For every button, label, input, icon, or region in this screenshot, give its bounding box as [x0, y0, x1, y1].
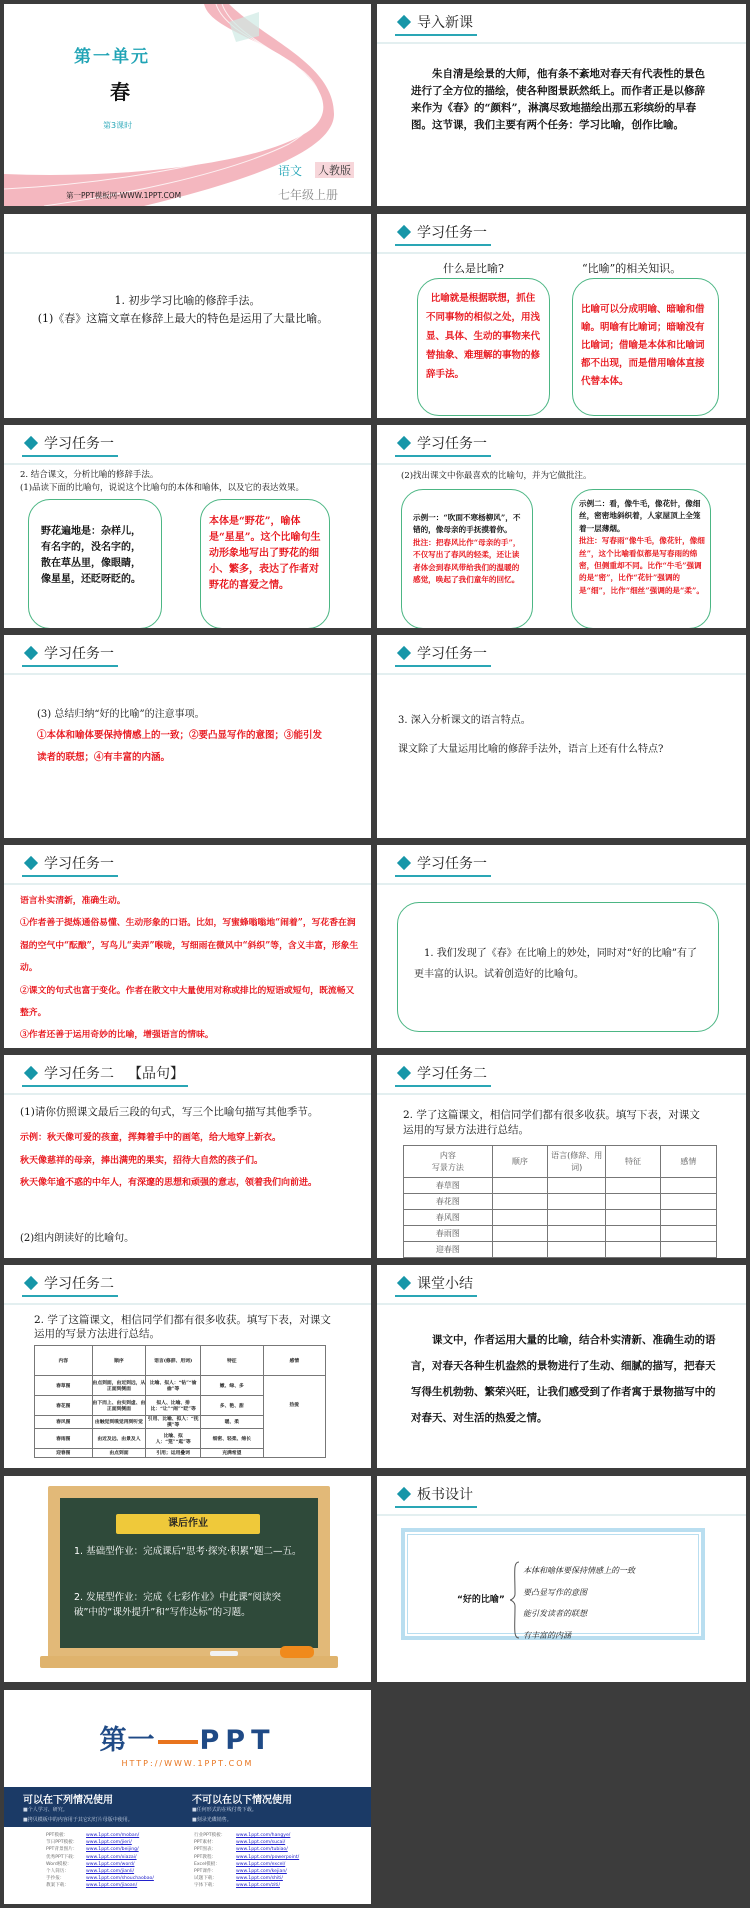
- cell: 由近及远、由景及人: [92, 1429, 146, 1449]
- cell: 比喻、拟人：“笼”“逛”等: [146, 1429, 201, 1449]
- link[interactable]: www.1ppt.com/tubiao/: [236, 1847, 288, 1853]
- diamond-icon: [397, 856, 411, 870]
- link[interactable]: www.1ppt.com/kejian/: [236, 1869, 287, 1875]
- slide-task1-analyze[interactable]: [4, 425, 371, 628]
- links-right: [194, 1832, 299, 1890]
- header-divider: [4, 463, 371, 465]
- table-row: [404, 1226, 717, 1242]
- blank-cell[interactable]: [660, 1242, 716, 1258]
- homework-item-2: 2. 发展型作业：完成《七彩作业》中此课“阅读突破”中的“课外提升”和“写作达标”的习题。: [74, 1592, 282, 1618]
- goal-line-1: 1. 初步学习比喻的修辞手法。: [114, 294, 261, 307]
- board-point: 要凸显写作的意图: [523, 1587, 587, 1597]
- question-what: 什么是比喻?: [443, 262, 504, 275]
- cell: 由下而上、由实到虚、由正面到侧面: [92, 1396, 146, 1416]
- feature-line: ①作者善于提炼通俗易懂、生动形象的口语。比如，写蜜蜂嗡嗡地“闹着”，写花香在润湿的空气中“酝酿”，写鸟儿“卖弄”喉咙，写细雨在微风中“斜织”等，含义丰富，形象生动。: [20, 918, 359, 974]
- column-header: 感情: [660, 1146, 716, 1178]
- header-text: 板书设计: [417, 1487, 473, 1503]
- blank-cell[interactable]: [548, 1178, 606, 1194]
- summary-table-blank: [403, 1145, 717, 1258]
- diamond-icon: [397, 15, 411, 29]
- link[interactable]: www.1ppt.com/beijing/: [86, 1847, 139, 1853]
- cell: 拟人、比喻、排比：“让”“闹”“眨”等: [146, 1396, 201, 1416]
- cell: 春雨图: [35, 1429, 93, 1449]
- header-divider: [377, 1093, 746, 1095]
- cell: 引用；运用叠词: [146, 1449, 201, 1458]
- header-cell: [404, 1146, 493, 1178]
- head-bottom: 写景方法: [431, 1162, 464, 1172]
- diamond-icon: [24, 1276, 38, 1290]
- subject-label: 语文: [278, 164, 303, 178]
- diamond-icon: [24, 856, 38, 870]
- logo-cn: 第一: [99, 1725, 156, 1756]
- sentence-text: 野花遍地是：杂样儿，有名字的，没名字的，散在草丛里，像眼睛，像星星，还眨呀眨的。: [41, 526, 141, 585]
- blank-cell[interactable]: [606, 1178, 660, 1194]
- diamond-icon: [397, 1276, 411, 1290]
- task2-line-2: (2)组内朗读好的比喻句。: [20, 1233, 135, 1244]
- blank-cell[interactable]: [492, 1242, 547, 1258]
- link-label: PPT素材：: [194, 1840, 217, 1846]
- table-intro: 2. 学了这篇课文，相信同学们都有很多收获。填写下表，对课文运用的写景方法进行总结。: [403, 1109, 700, 1136]
- column-header: 感情: [263, 1346, 325, 1376]
- link-row: [46, 1868, 154, 1875]
- slide-header: [395, 1271, 477, 1297]
- link[interactable]: www.1ppt.com/hangye/: [236, 1833, 291, 1838]
- link-label: 节日PPT模板：: [46, 1840, 78, 1846]
- column-header: 语言(修辞、用词): [548, 1146, 606, 1178]
- header-divider: [4, 883, 371, 885]
- cell: 由点到面: [92, 1449, 146, 1458]
- header-divider: [4, 1093, 371, 1095]
- link[interactable]: www.1ppt.com/sucai/: [236, 1840, 286, 1846]
- cannot-title: 不可以在以下情况使用: [192, 1795, 292, 1806]
- link-row: [46, 1846, 154, 1853]
- cell: 由触觉到嗅觉再到听觉: [92, 1416, 146, 1429]
- example1-note: 批注：把春风比作“母亲的手”，不仅写出了春风的轻柔，还让读者体会到春风带给我们的温暖的感觉，唤起了我们童年的回忆。: [413, 537, 521, 585]
- cell: 嫩、绿、多: [201, 1376, 264, 1396]
- goal-line-2: (1)《春》这篇文章在修辞上最大的特色是运用了大量比喻。: [37, 312, 329, 325]
- blank-cell[interactable]: [548, 1242, 606, 1258]
- link[interactable]: www.1ppt.com/shiti/: [236, 1876, 283, 1882]
- link[interactable]: www.1ppt.com/word/: [86, 1861, 135, 1867]
- column-header: 内容: [35, 1346, 93, 1376]
- diamond-icon: [397, 646, 411, 660]
- slide-header: [22, 431, 118, 457]
- intro-paragraph: 朱自清是绘景的大师，他有条不紊地对春天有代表性的景色进行了全方位的描绘，使各种图景跃然纸上。而作者正是以修辞来作为《春》的“颜料”，淋漓尽致地描绘出那五彩缤纷的早春图。这节课，我们主要有两个任务：学习比喻，创作比喻。: [411, 68, 705, 131]
- link-label: 手抄报：: [46, 1876, 65, 1882]
- header-text: 学习任务一: [417, 856, 487, 872]
- header-divider: [377, 1303, 746, 1305]
- header-text: 学习任务一: [44, 856, 114, 872]
- blank-cell[interactable]: [492, 1210, 547, 1226]
- blank-cell[interactable]: [548, 1194, 606, 1210]
- header-text: 学习任务一: [417, 436, 487, 452]
- table-row: [404, 1194, 717, 1210]
- link[interactable]: www.1ppt.com/xiazai/: [86, 1854, 137, 1860]
- slide-header: [22, 1061, 188, 1087]
- summary-question: (3) 总结归纳“好的比喻”的注意事项。: [37, 709, 205, 720]
- row-label: 迎春图: [404, 1242, 493, 1258]
- header-text: 学习任务一: [417, 225, 487, 241]
- diamond-icon: [24, 646, 38, 660]
- emotion-cell: 热爱: [263, 1376, 325, 1458]
- link-row: [194, 1839, 299, 1846]
- link[interactable]: www.1ppt.com/ziti/: [236, 1883, 280, 1889]
- diamond-icon: [397, 436, 411, 450]
- link-label: PPT课件：: [194, 1869, 217, 1875]
- example-sentences: [20, 1127, 360, 1195]
- grade-label: 七年级上册: [278, 188, 339, 202]
- slide-task2-table-blank[interactable]: [377, 1055, 746, 1258]
- create-text: 1. 我们发现了《春》在比喻上的妙处，同时对“好的比喻”有了更丰富的认识。试着创造好的比喻句。: [414, 948, 697, 980]
- can-item: ■拷贝模板中的内容用于其它幻灯片母版中使用。: [23, 1817, 133, 1823]
- link-label: 字体下载：: [194, 1883, 217, 1889]
- blank-cell[interactable]: [606, 1226, 660, 1242]
- cell: 多、艳、甜: [201, 1396, 264, 1416]
- link-row: [46, 1875, 154, 1882]
- column-header: 顺序: [92, 1346, 146, 1376]
- cell: 细密、轻柔、绵长: [201, 1429, 264, 1449]
- blank-cell[interactable]: [606, 1194, 660, 1210]
- feature-line: 语言朴实清新，准确生动。: [20, 896, 126, 906]
- link-row: [194, 1861, 299, 1868]
- diamond-icon: [24, 436, 38, 450]
- link-row: [194, 1832, 299, 1839]
- slide-board-design[interactable]: [377, 1476, 746, 1682]
- column-header: 特征: [201, 1346, 264, 1376]
- features-list: [20, 890, 362, 1047]
- table-row: [35, 1376, 326, 1396]
- logo-en: PPT: [199, 1725, 276, 1756]
- blank-cell[interactable]: [492, 1226, 547, 1242]
- head-top: 内容: [439, 1150, 456, 1160]
- diamond-icon: [24, 1066, 38, 1080]
- link[interactable]: www.1ppt.com/powerpoint/: [236, 1854, 300, 1860]
- usage-banner: [4, 1787, 371, 1827]
- link-label: 教案下载：: [46, 1883, 69, 1889]
- header-divider: [4, 1303, 371, 1305]
- blank-cell[interactable]: [660, 1194, 716, 1210]
- slide-header: [22, 641, 118, 667]
- link[interactable]: www.1ppt.com/jieri/: [86, 1840, 132, 1846]
- header-text: 导入新课: [417, 15, 473, 31]
- example2-content: [579, 498, 707, 597]
- header-divider: [377, 1514, 746, 1516]
- brand-logo: [4, 1718, 371, 1757]
- link-row: [46, 1854, 154, 1861]
- header-text: 课堂小结: [417, 1276, 473, 1292]
- link-label: PPT图表：: [194, 1847, 217, 1853]
- slide-header: [22, 1271, 118, 1297]
- slide-header: [395, 641, 491, 667]
- link-row: [194, 1868, 299, 1875]
- header-divider: [4, 252, 371, 254]
- link-row: [46, 1882, 154, 1889]
- row-label: 春风图: [404, 1210, 493, 1226]
- board-points: [523, 1560, 635, 1646]
- header-text: 学习任务二: [417, 1066, 487, 1082]
- header-divider: [377, 673, 746, 675]
- link-row: [194, 1875, 299, 1882]
- table-intro: 2. 学了这篇课文，相信同学们都有很多收获。填写下表，对课文运用的写景方法进行总结。: [34, 1314, 331, 1340]
- header-divider: [4, 673, 371, 675]
- diamond-icon: [397, 1066, 411, 1080]
- slide-task2-sentences[interactable]: [4, 1055, 371, 1258]
- link-row: [194, 1854, 299, 1861]
- slide-header: [395, 1061, 491, 1087]
- slide-header: [395, 220, 491, 246]
- slide-header: [395, 1482, 477, 1508]
- link-row: [46, 1839, 154, 1846]
- slide-task1-summary[interactable]: [4, 635, 371, 838]
- column-header: 顺序: [492, 1146, 547, 1178]
- chalk-icon: [210, 1651, 238, 1656]
- diamond-icon: [397, 225, 411, 239]
- cell: 春花图: [35, 1396, 93, 1416]
- slide-task1-language[interactable]: [377, 635, 746, 838]
- can-title: 可以在下列情况使用: [23, 1795, 113, 1806]
- row-label: 春花图: [404, 1194, 493, 1210]
- table-row: [404, 1210, 717, 1226]
- link-row: [194, 1882, 299, 1889]
- task-line-1: 2. 结合课文，分析比喻的修辞手法。: [20, 470, 159, 480]
- header-divider: [377, 883, 746, 885]
- logo-dash: [158, 1740, 198, 1744]
- slide-title[interactable]: [4, 4, 371, 206]
- link[interactable]: www.1ppt.com/jiaoan/: [86, 1883, 138, 1889]
- slide-homework[interactable]: [4, 1476, 371, 1682]
- create-bubble: [397, 902, 719, 1032]
- board-point: 本体和喻体要保持情感上的一致: [523, 1566, 635, 1575]
- link[interactable]: www.1ppt.com/shouchaobao/: [86, 1876, 154, 1882]
- blank-cell[interactable]: [660, 1226, 716, 1242]
- link-row: [194, 1846, 299, 1853]
- example1-content: [413, 512, 525, 586]
- lesson-period: 第3课时: [103, 121, 133, 130]
- link-label: PPT背景图片：: [46, 1847, 78, 1853]
- column-header: 语言(修辞、用词): [146, 1346, 201, 1376]
- board-center: “好的比喻”: [457, 1595, 505, 1605]
- site-label: 第一PPT模板网-WWW.1PPT.COM: [66, 191, 182, 200]
- link[interactable]: www.1ppt.com/moban/: [86, 1833, 140, 1838]
- link-label: 个人简历：: [46, 1869, 69, 1875]
- slide-task1-features[interactable]: [4, 845, 371, 1048]
- blank-cell[interactable]: [492, 1178, 547, 1194]
- example-line: 秋天像慈祥的母亲，捧出满兜的果实，招待大自然的孩子们。: [20, 1155, 264, 1166]
- board-point: 有丰富的内涵: [523, 1630, 571, 1640]
- cell: 由点到面，由近到远，从正面到侧面: [92, 1376, 146, 1396]
- summary-table-filled: [34, 1345, 326, 1458]
- diamond-icon: [397, 1487, 411, 1501]
- slide-ad[interactable]: [4, 1690, 371, 1904]
- blank-cell[interactable]: [606, 1210, 660, 1226]
- cell: 春风图: [35, 1416, 93, 1429]
- link-label: 优秀PPT下载：: [46, 1854, 78, 1860]
- link-label: 试题下载：: [194, 1876, 217, 1882]
- link-row: [46, 1832, 154, 1839]
- sentence-bubble: [28, 499, 162, 628]
- language-task: 3. 深入分析课文的语言特点。: [398, 715, 531, 726]
- question-knowledge: “比喻”的相关知识。: [582, 262, 682, 275]
- cell: 比喻、拟人：“钻”“偷偷”等: [146, 1376, 201, 1396]
- link[interactable]: www.1ppt.com/jianli/: [86, 1869, 135, 1875]
- blank-cell[interactable]: [492, 1194, 547, 1210]
- feature-line: ③作者还善于运用奇妙的比喻，增强语言的情味。: [20, 1030, 214, 1041]
- language-question: 课文除了大量运用比喻的修辞手法外，语言上还有什么特点?: [398, 744, 664, 755]
- table-row: [404, 1178, 717, 1194]
- link-label: PPT教程：: [194, 1854, 217, 1860]
- task-line: (2)找出课文中你最喜欢的比喻句，并为它做批注。: [401, 471, 592, 481]
- blank-cell[interactable]: [548, 1210, 606, 1226]
- header-text: 学习任务一: [44, 436, 114, 452]
- homework-title-bar: [116, 1514, 260, 1534]
- edition-badge: 人教版: [315, 162, 354, 178]
- analysis-text: 本体是“野花”，喻体是“星星”。这个比喻句生动形象地写出了野花的细小、繁多，表达了作者对野花的喜爱之情。: [209, 516, 321, 591]
- header-text: 学习任务二: [44, 1066, 114, 1082]
- cell: 暖、柔: [201, 1416, 264, 1429]
- summary-paragraph: 课文中，作者运用大量的比喻，结合朴实清新、准确生动的语言，对春天各种生机盎然的景物进行了生动、细腻的描写，把春天写得生机勃勃、繁荣兴旺，让我们感受到了作者寓于景物描写中的对春天、对生活的热爱之情。: [411, 1334, 716, 1424]
- cell: 春草图: [35, 1376, 93, 1396]
- example-line: 秋天像年逾不惑的中年人，有深邃的思想和顽强的意志，领着我们向前进。: [20, 1178, 318, 1188]
- header-divider: [377, 463, 746, 465]
- knowledge-text: 比喻可以分成明喻、暗喻和借喻。明喻有比喻词；暗喻没有比喻词；借喻是本体和比喻词都不出现，而是借用喻体直接代替本体。: [581, 304, 705, 387]
- links-left: [46, 1832, 154, 1890]
- header-text: 学习任务二: [44, 1276, 114, 1292]
- header-tag: 【品句】: [128, 1066, 184, 1082]
- cannot-item: ■任何形式的在线付费下载。: [192, 1807, 257, 1813]
- slide-header: [395, 431, 491, 457]
- eraser-icon: [280, 1646, 314, 1658]
- slide-task2-table-filled[interactable]: [4, 1265, 371, 1468]
- brand-url: HTTP://WWW.1PPT.COM: [121, 1759, 254, 1768]
- table-row: [404, 1242, 717, 1258]
- example2-note: 批注：写春雨“像牛毛，像花针，像细丝”，这个比喻看似都是写春雨的绵密，但侧重却不同。比作“牛毛”强调的是“密”，比作“花针”强调的是“细”，比作“细丝”强调的是“柔”。: [579, 536, 705, 595]
- brace-icon: [509, 1560, 521, 1640]
- knowledge-bubble: [572, 278, 719, 416]
- slide-intro[interactable]: [377, 4, 746, 206]
- slide-task1-metaphor[interactable]: [377, 214, 746, 418]
- task-line-2: (1)品读下面的比喻句，说说这个比喻句的本体和喻体，以及它的表达效果。: [20, 483, 305, 493]
- slide-header: [395, 10, 477, 36]
- example1-bubble: [401, 489, 533, 628]
- slide-header: [395, 851, 491, 877]
- cannot-item: ■刻录光碟销售。: [192, 1817, 232, 1823]
- example2-bubble: [571, 489, 711, 628]
- cell: 迎春图: [35, 1449, 93, 1458]
- unit-label: 第一单元: [74, 47, 150, 67]
- summary-answer: ①本体和喻体要保持情感上的一致；②要凸显写作的意图；③能引发读者的联想；④有丰富的内涵。: [37, 730, 323, 763]
- definition-bubble: [417, 278, 550, 416]
- slide-class-summary[interactable]: [377, 1265, 746, 1468]
- task2-line-1: (1)请你仿照课文最后三段的句式，写三个比喻句描写其他季节。: [20, 1106, 319, 1118]
- link[interactable]: www.1ppt.com/excel/: [236, 1861, 286, 1867]
- header-divider: [377, 42, 746, 44]
- slide-header: [22, 851, 118, 877]
- slide-task1-create[interactable]: [377, 845, 746, 1048]
- homework-title: 课后作业: [168, 1518, 208, 1529]
- cell: 充满希望: [201, 1449, 264, 1458]
- slide-task1-annotate[interactable]: [377, 425, 746, 628]
- link-label: Excel模板：: [194, 1861, 220, 1867]
- header-divider: [377, 252, 746, 254]
- board-point: 能引发读者的联想: [523, 1609, 587, 1618]
- example-line: 示例：秋天像可爱的孩童，挥舞着手中的画笔，给大地穿上新衣。: [20, 1133, 282, 1143]
- blank-cell[interactable]: [548, 1226, 606, 1242]
- link-label: Word模板：: [46, 1861, 72, 1867]
- example1-text: 示例一：“吹面不寒杨柳风”，不错的，像母亲的手抚摸着你。: [413, 513, 521, 535]
- example2-text: 示例二：看，像牛毛，像花针，像细丝，密密地斜织着，人家屋顶上全笼着一层薄烟。: [579, 499, 701, 533]
- definition-text: 比喻就是根据联想，抓住不同事物的相似之处，用浅显、具体、生动的事物来代替抽象、难理解的事物的修辞手法。: [426, 293, 541, 380]
- link-label: PPT模板：: [46, 1833, 69, 1838]
- feature-line: ②课文的句式也富于变化。作者在散文中大量使用对称或排比的短语或短句，既流畅又整齐。: [20, 985, 355, 1019]
- link-row: [46, 1861, 154, 1868]
- homework-item-1: 1. 基础型作业：完成课后“思考·探究·积累”题二—五。: [74, 1546, 302, 1557]
- row-label: 春雨图: [404, 1226, 493, 1242]
- analysis-bubble: [200, 499, 330, 628]
- can-item: ■个人学习、研究。: [23, 1807, 68, 1813]
- cell: 引用、比喻、拟人：“抚摸”等: [146, 1416, 201, 1429]
- header-text: 学习任务一: [44, 646, 114, 662]
- lesson-title: 春: [110, 80, 130, 104]
- blank-cell[interactable]: [606, 1242, 660, 1258]
- blank-cell[interactable]: [660, 1178, 716, 1194]
- header-text: 学习任务一: [417, 646, 487, 662]
- blank-cell[interactable]: [660, 1210, 716, 1226]
- slide-goal[interactable]: [4, 214, 371, 418]
- link-label: 行业PPT模板：: [194, 1833, 226, 1838]
- column-header: 特征: [606, 1146, 660, 1178]
- row-label: 春草图: [404, 1178, 493, 1194]
